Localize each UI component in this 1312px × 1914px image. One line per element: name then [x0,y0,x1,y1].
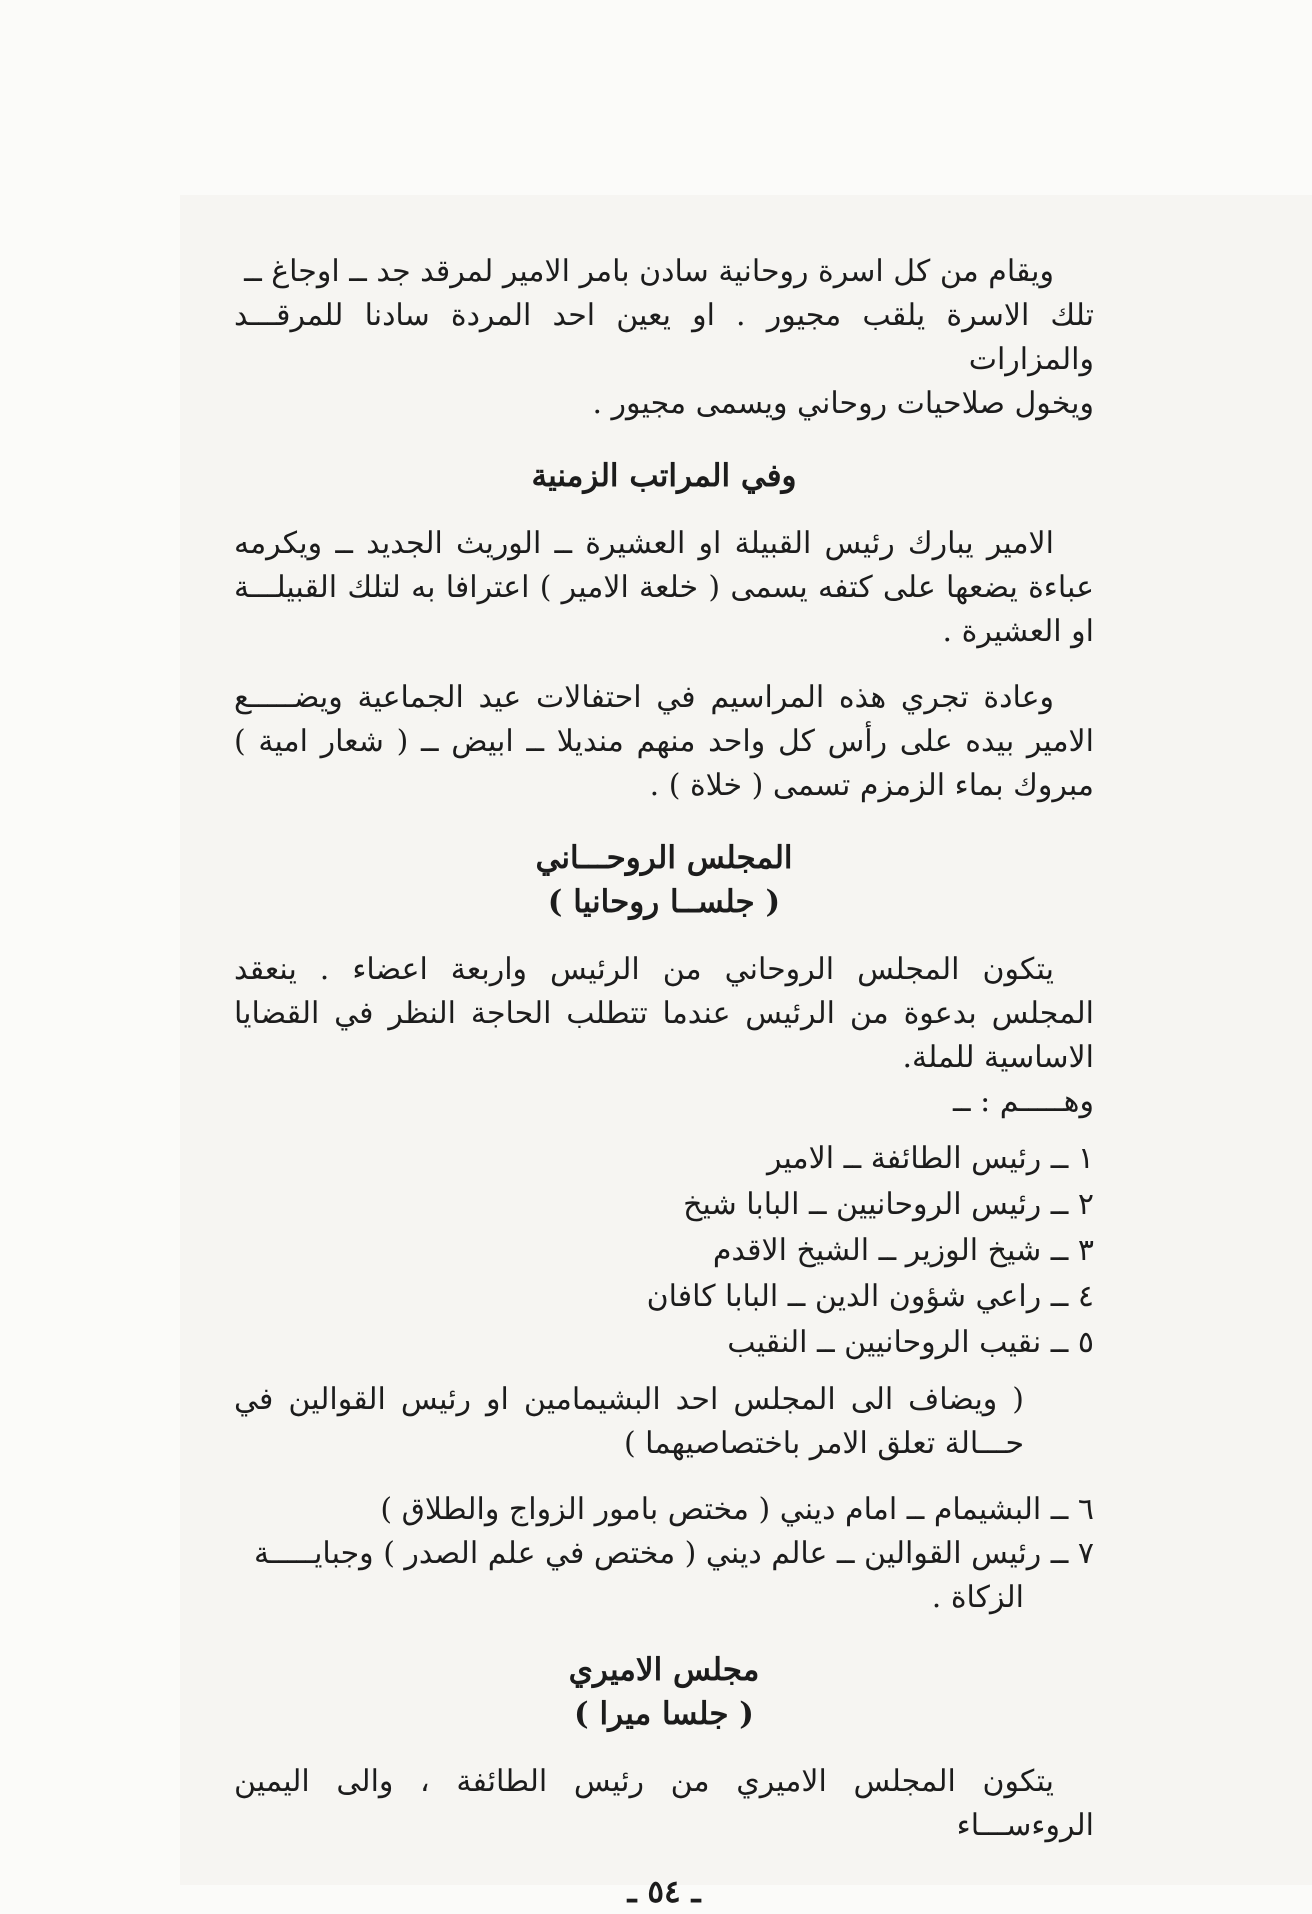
temporal-paragraph-2: وعادة تجري هذه المراسيم في احتفالات عيد الجماعية ويضـــــع الامير بيده على رأس كل واحد منهم منديلا ــ ابيض ــ ( شعار امية ) مبروك بماء الزمزم تسمى ( خلاة ) . [234,680,1094,803]
spacer [234,1366,1094,1378]
spiritual-member-7-continuation: الزكاة . [931,1580,1024,1615]
spiritual-heading-block [234,836,1094,924]
spiritual-note: ( ويضاف الى المجلس احد البشيمامين او رئيس القوالين في حـــالة تعلق الامر باختصاصيهما ) [234,1382,1024,1461]
section-heading-spiritual: المجلس الروحـــاني [535,840,793,876]
intro-line-1: ويقام من كل اسرة روحانية سادن بامر الامير لمرقد جد ــ اوجاغ ــ [244,254,1054,289]
list-item: ٥ ــ نقيب الروحانيين ــ النقيب [727,1325,1094,1360]
temporal-paragraph-1: الامير يبارك رئيس القبيلة او العشيرة ــ الوريث الجديد ــ ويكرمه عباءة يضعها على كتفه يسمى ( خلعة الامير ) اعترافا به لتلك القبيلـــة او العشيرة . [234,526,1094,649]
spacer [234,1848,1094,1870]
spiritual-paragraph-1 [234,948,1094,1124]
emiri-heading-block [234,1648,1094,1736]
page-content [234,250,1094,1914]
intro-line-3: ويخول صلاحيات روحاني ويسمى مجيور . [592,386,1094,421]
spiritual-member-7 [234,1532,1094,1620]
section-heading-temporal: وفي المراتب الزمنية [531,458,797,494]
emiri-paragraph-1: يتكون المجلس الاميري من رئيس الطائفة ، والى اليمين الروءســـاء [234,1764,1094,1843]
intro-line-2: تلك الاسرة يلقب مجيور . او يعين احد المردة سادنا للمرقـــد والمزارات [234,298,1094,377]
section-subheading-emiri: ( جلسا ميرا ) [574,1696,754,1732]
spiritual-paragraph-1-tail: وهـــــم : ــ [953,1084,1094,1119]
spiritual-member-6: ٦ ــ البشيمام ــ امام ديني ( مختص بامور الزواج والطلاق ) [380,1492,1094,1527]
section-subheading-spiritual: ( جلســا روحانيا ) [547,884,781,920]
spacer [234,1466,1094,1488]
spiritual-members-list [234,1136,1094,1366]
list-item: ٤ ــ راعي شؤون الدين ــ البابا كافان [646,1279,1094,1314]
list-item: ١ ــ رئيس الطائفة ــ الامير [766,1141,1094,1176]
list-item: ٢ ــ رئيس الروحانيين ــ البابا شيخ [683,1187,1094,1222]
intro-paragraph [234,250,1094,426]
spacer [234,654,1094,676]
temporal-heading-block [234,454,1094,498]
spiritual-member-7-text: ٧ ــ رئيس القوالين ــ عالم ديني ( مختص في علم الصدر ) وجبايـــــة [254,1536,1094,1571]
spacer [234,1124,1094,1136]
section-heading-emiri: مجلس الاميري [568,1652,760,1688]
list-item: ٣ ــ شيخ الوزير ــ الشيخ الاقدم [712,1233,1094,1268]
spiritual-paragraph-1-text: يتكون المجلس الروحاني من الرئيس واربعة اعضاء . ينعقد المجلس بدعوة من الرئيس عندما تتطلب الحاجة النظر في القضايا الاساسية للملة. [234,952,1094,1075]
page-number: ـ ٥٤ ـ [627,1874,701,1910]
